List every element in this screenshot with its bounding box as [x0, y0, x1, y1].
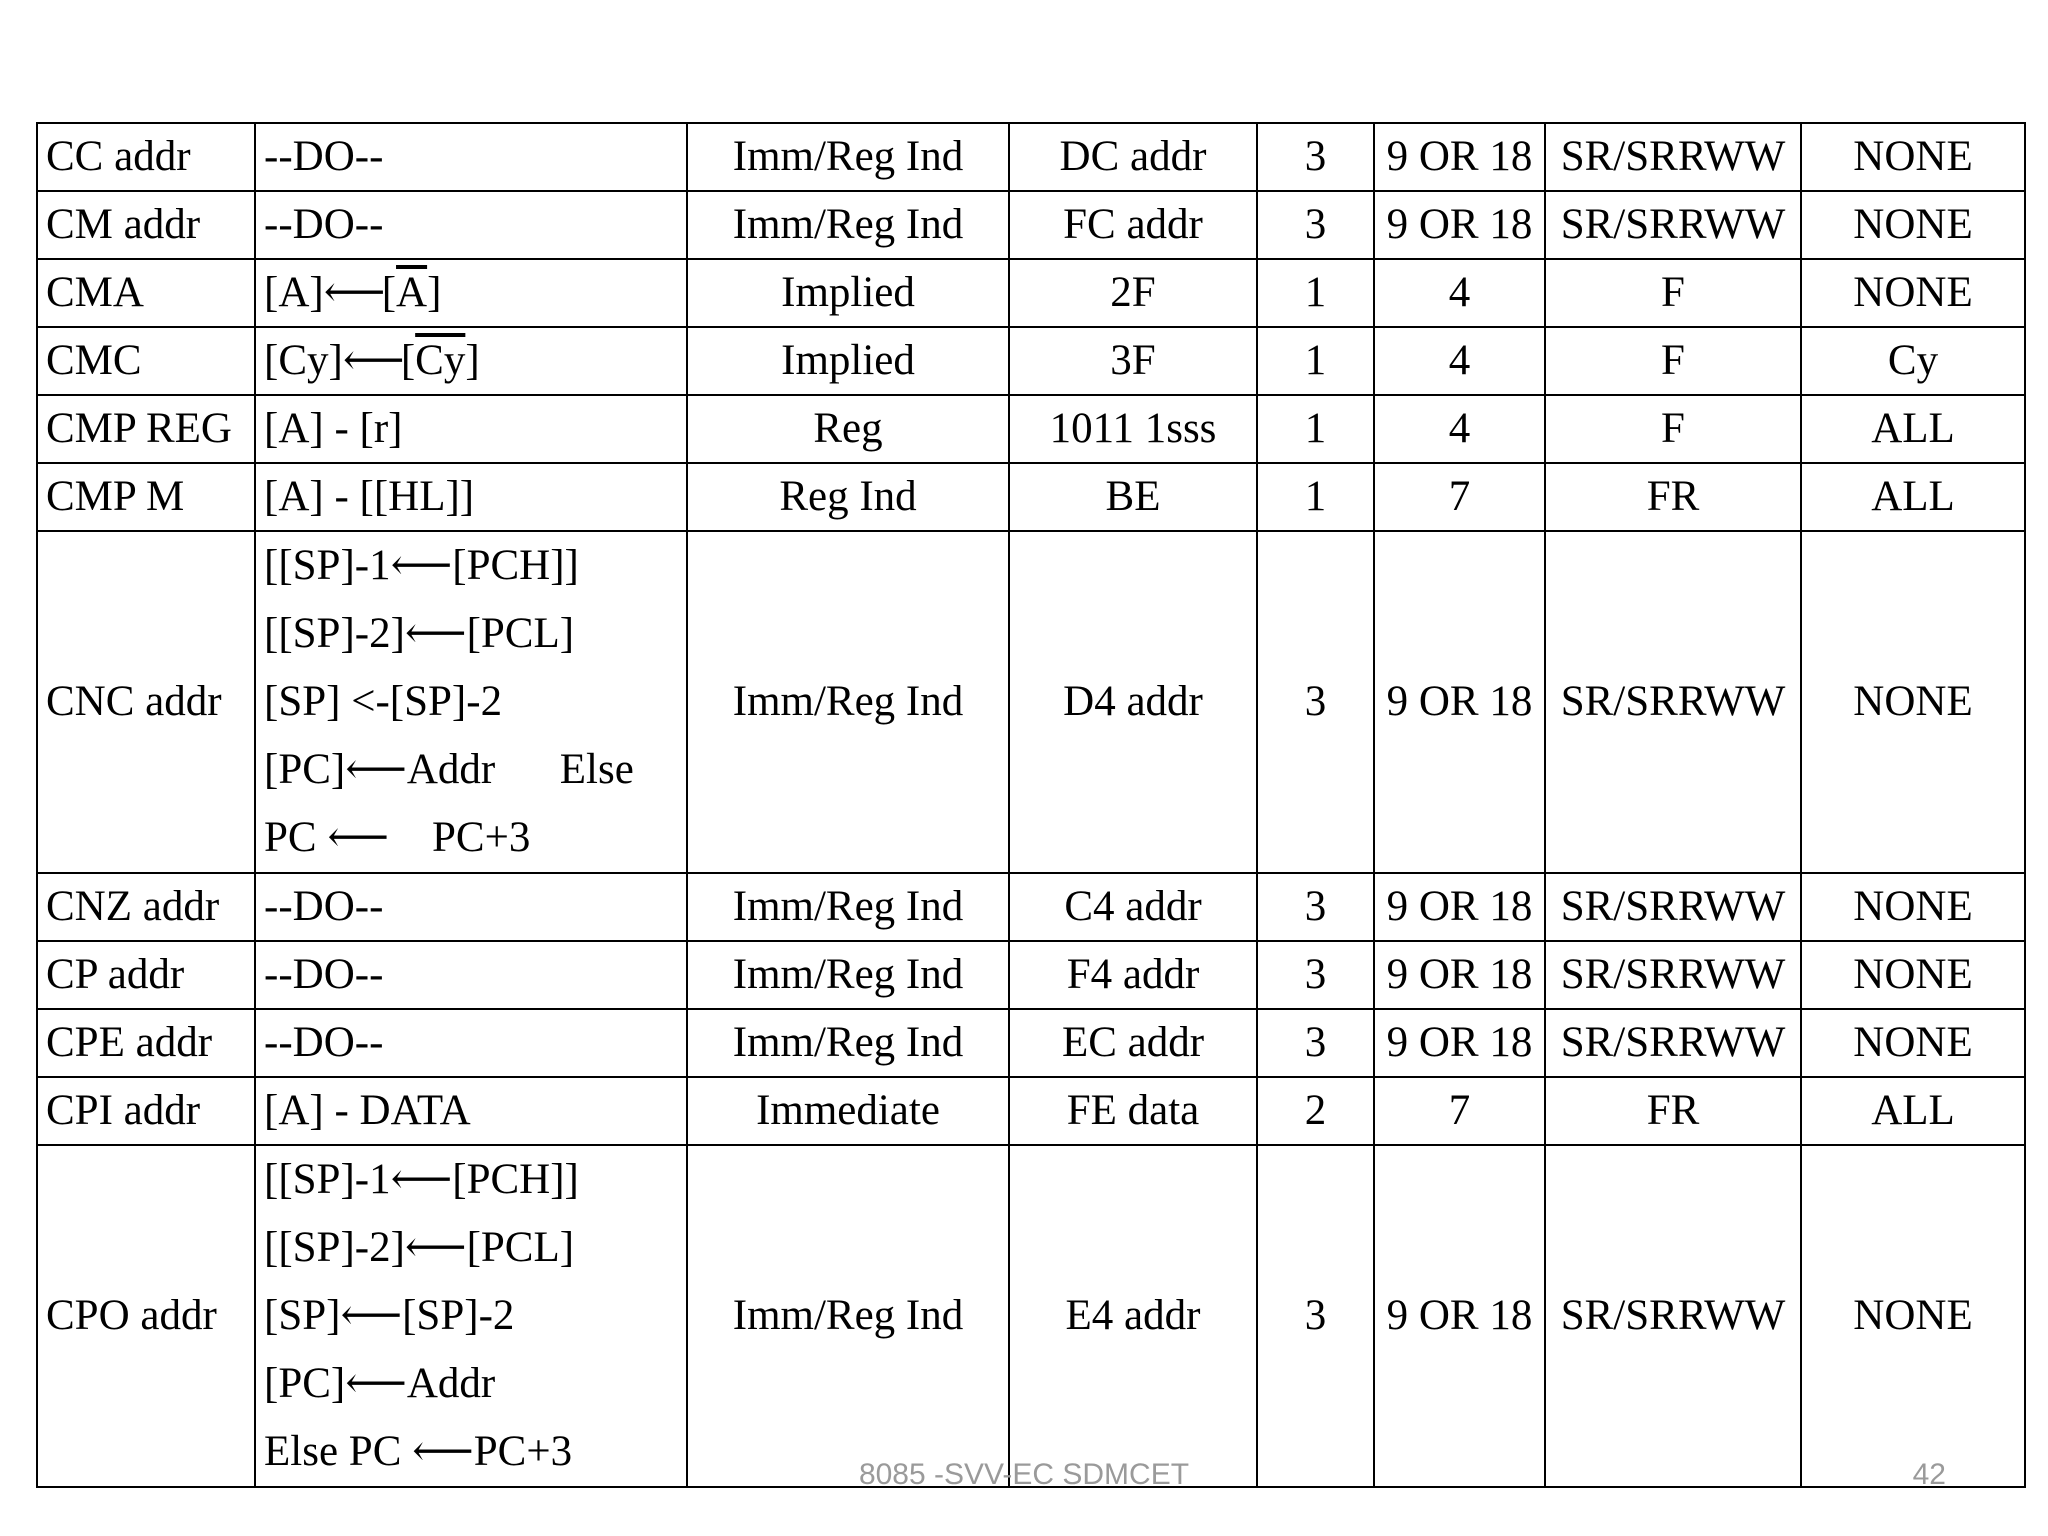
tstates-cell: 9 OR 18 — [1374, 191, 1545, 259]
operation-cell — [255, 259, 687, 327]
mnemonic-cell: CC addr — [37, 123, 255, 191]
bytes-cell: 1 — [1257, 463, 1374, 531]
opcode-cell: FE data — [1009, 1077, 1257, 1145]
operation-line: [PC]⟵Addr Else — [264, 746, 634, 793]
addressing-cell: Reg Ind — [687, 463, 1009, 531]
table-row — [37, 327, 2025, 395]
operation-cell — [255, 1145, 687, 1487]
table-row — [37, 873, 2025, 941]
machine-cycles-cell: SR/SRRWW — [1545, 123, 1801, 191]
addressing-cell: Implied — [687, 327, 1009, 395]
bytes-cell: 3 — [1257, 191, 1374, 259]
table-row — [37, 395, 2025, 463]
opcode-cell: 2F — [1009, 259, 1257, 327]
footer-text: 8085 -SVV-EC SDMCET — [858, 1458, 1190, 1491]
table-row — [37, 123, 2025, 191]
mnemonic-cell: CPI addr — [37, 1077, 255, 1145]
bytes-cell: 1 — [1257, 395, 1374, 463]
flags-cell: NONE — [1801, 873, 2025, 941]
opcode-cell: FC addr — [1009, 191, 1257, 259]
machine-cycles-cell: F — [1545, 327, 1801, 395]
flags-cell: NONE — [1801, 259, 2025, 327]
operation-line: [[SP]-2]⟵[PCL] — [264, 1224, 575, 1271]
machine-cycles-cell: FR — [1545, 1077, 1801, 1145]
tstates-cell: 9 OR 18 — [1374, 531, 1545, 873]
operand-left: [Cy] — [264, 337, 343, 384]
addressing-cell: Imm/Reg Ind — [687, 1145, 1009, 1487]
tstates-cell: 9 OR 18 — [1374, 123, 1545, 191]
tstates-cell: 9 OR 18 — [1374, 1145, 1545, 1487]
addressing-cell: Immediate — [687, 1077, 1009, 1145]
operation-cell: [A] - [r] — [255, 395, 687, 463]
tstates-cell: 4 — [1374, 327, 1545, 395]
mnemonic-cell: CNZ addr — [37, 873, 255, 941]
machine-cycles-cell: SR/SRRWW — [1545, 1009, 1801, 1077]
flags-cell: NONE — [1801, 531, 2025, 873]
mnemonic-cell: CPO addr — [37, 1145, 255, 1487]
mnemonic-cell: CMA — [37, 259, 255, 327]
operation-line: PC ⟵ PC+3 — [264, 814, 531, 861]
table-row — [37, 531, 2025, 873]
opcode-cell: 3F — [1009, 327, 1257, 395]
opcode-cell: D4 addr — [1009, 531, 1257, 873]
operation-cell: [A] - [[HL]] — [255, 463, 687, 531]
operation-cell — [255, 327, 687, 395]
addressing-cell: Imm/Reg Ind — [687, 531, 1009, 873]
operation-line: [PC]⟵Addr — [264, 1360, 496, 1407]
flags-cell: NONE — [1801, 941, 2025, 1009]
table-row — [37, 191, 2025, 259]
table-row — [37, 1009, 2025, 1077]
instruction-table — [36, 122, 2026, 1488]
addressing-cell: Imm/Reg Ind — [687, 123, 1009, 191]
bytes-cell: 3 — [1257, 873, 1374, 941]
bytes-cell: 3 — [1257, 123, 1374, 191]
table-row — [37, 941, 2025, 1009]
tstates-cell: 9 OR 18 — [1374, 873, 1545, 941]
left-arrow-icon: ⟵ — [323, 269, 386, 316]
machine-cycles-cell: SR/SRRWW — [1545, 1145, 1801, 1487]
opcode-cell: 1011 1sss — [1009, 395, 1257, 463]
operand-left: [A] — [264, 269, 324, 316]
mnemonic-cell: CMP M — [37, 463, 255, 531]
mnemonic-cell: CMC — [37, 327, 255, 395]
bytes-cell: 3 — [1257, 531, 1374, 873]
flags-cell: ALL — [1801, 1077, 2025, 1145]
operation-line: [SP] <-[SP]-2 — [264, 678, 503, 725]
opcode-cell: E4 addr — [1009, 1145, 1257, 1487]
opcode-cell: BE — [1009, 463, 1257, 531]
machine-cycles-cell: SR/SRRWW — [1545, 941, 1801, 1009]
mnemonic-cell: CMP REG — [37, 395, 255, 463]
table-row — [37, 1077, 2025, 1145]
operation-cell: [A] - DATA — [255, 1077, 687, 1145]
operation-line: Else PC ⟵PC+3 — [264, 1428, 573, 1475]
table-row — [37, 1145, 2025, 1487]
operation-line: [[SP]-2]⟵[PCL] — [264, 610, 575, 657]
table-row — [37, 259, 2025, 327]
page-number: 42 — [1912, 1458, 1946, 1491]
tstates-cell: 7 — [1374, 1077, 1545, 1145]
operand-right: $[\overline{A}]$ — [381, 269, 442, 316]
addressing-cell: Reg — [687, 395, 1009, 463]
mnemonic-cell: CM addr — [37, 191, 255, 259]
bytes-cell: 3 — [1257, 1009, 1374, 1077]
operation-cell: --DO-- — [255, 941, 687, 1009]
addressing-cell: Imm/Reg Ind — [687, 941, 1009, 1009]
bytes-cell: 2 — [1257, 1077, 1374, 1145]
mnemonic-cell: CPE addr — [37, 1009, 255, 1077]
opcode-cell: DC addr — [1009, 123, 1257, 191]
complement-operand: $\overline{Cy}$ — [415, 337, 466, 384]
bracket-close: ] — [465, 337, 480, 384]
operation-line: [[SP]-1⟵[PCH]] — [264, 1156, 579, 1203]
flags-cell: NONE — [1801, 1009, 2025, 1077]
tstates-cell: 7 — [1374, 463, 1545, 531]
addressing-cell: Imm/Reg Ind — [687, 191, 1009, 259]
flags-cell: ALL — [1801, 395, 2025, 463]
complement-operand: $\overline{A}$ — [396, 269, 428, 316]
flags-cell: ALL — [1801, 463, 2025, 531]
operation-line: [SP]⟵[SP]-2 — [264, 1292, 515, 1339]
opcode-cell: F4 addr — [1009, 941, 1257, 1009]
operation-cell: --DO-- — [255, 123, 687, 191]
opcode-cell: EC addr — [1009, 1009, 1257, 1077]
addressing-cell: Imm/Reg Ind — [687, 873, 1009, 941]
machine-cycles-cell: SR/SRRWW — [1545, 873, 1801, 941]
machine-cycles-cell: F — [1545, 395, 1801, 463]
operation-cell — [255, 531, 687, 873]
opcode-cell: C4 addr — [1009, 873, 1257, 941]
mnemonic-cell: CP addr — [37, 941, 255, 1009]
addressing-cell: Imm/Reg Ind — [687, 1009, 1009, 1077]
operation-line: [[SP]-1⟵[PCH]] — [264, 542, 579, 589]
bytes-cell: 3 — [1257, 1145, 1374, 1487]
bytes-cell: 3 — [1257, 941, 1374, 1009]
tstates-cell: 9 OR 18 — [1374, 1009, 1545, 1077]
operation-cell: --DO-- — [255, 191, 687, 259]
bytes-cell: 1 — [1257, 327, 1374, 395]
left-arrow-icon: ⟵ — [342, 337, 405, 384]
machine-cycles-cell: FR — [1545, 463, 1801, 531]
tstates-cell: 4 — [1374, 395, 1545, 463]
mnemonic-cell: CNC addr — [37, 531, 255, 873]
flags-cell: Cy — [1801, 327, 2025, 395]
operation-cell: --DO-- — [255, 1009, 687, 1077]
addressing-cell: Implied — [687, 259, 1009, 327]
bytes-cell: 1 — [1257, 259, 1374, 327]
operation-cell: --DO-- — [255, 873, 687, 941]
flags-cell: NONE — [1801, 1145, 2025, 1487]
flags-cell: NONE — [1801, 191, 2025, 259]
tstates-cell: 4 — [1374, 259, 1545, 327]
bracket-open: [ — [400, 337, 416, 384]
machine-cycles-cell: F — [1545, 259, 1801, 327]
flags-cell: NONE — [1801, 123, 2025, 191]
machine-cycles-cell: SR/SRRWW — [1545, 531, 1801, 873]
table-row — [37, 463, 2025, 531]
tstates-cell: 9 OR 18 — [1374, 941, 1545, 1009]
machine-cycles-cell: SR/SRRWW — [1545, 191, 1801, 259]
